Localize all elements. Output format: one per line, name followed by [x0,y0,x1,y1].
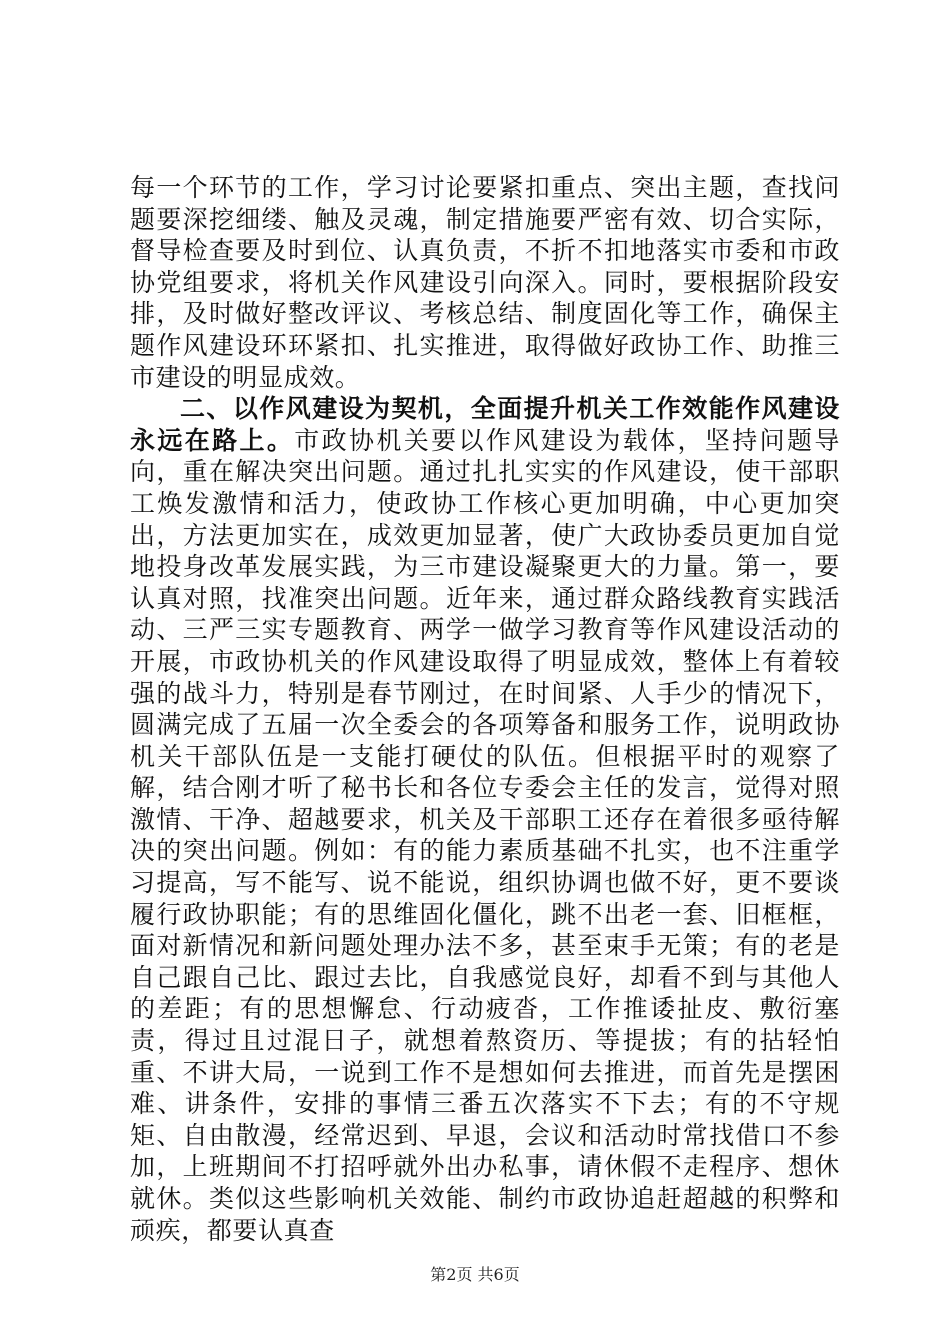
page-number-label: 第2页 共6页 [430,1265,520,1284]
paragraph-continuation [130,172,840,393]
section-two-body: 市政协机关要以作风建设为载体，坚持问题导向，重在解决突出问题。通过扎扎实实的作风建设，使干部职工焕发激情和活力，使政协工作核心更加明确，中心更加突出，方法更加实在，成效更加显著，使广大政协委员更加自觉地投身改革发展实践，为三市建设凝聚更大的力量。第一，要认真对照，找准突出问题。近年来，通过群众路线教育实践活动、三严三实专题教育、两学一做学习教育等作风建设活动的开展，市政协机关的作风建设取得了明显成效，整体上有着较强的战斗力，特别是春节刚过，在时间紧、人手少的情况下，圆满完成了五届一次全委会的各项筹备和服务工作，说明政协机关干部队伍是一支能打硬仗的队伍。但根据平时的观察了解，结合刚才听了秘书长和各位专委会主任的发言，觉得对照激情、干净、超越要求，机关及干部职工还存在着很多亟待解决的突出问题。例如：有的能力素质基础不扎实，也不注重学习提高，写不能写、说不能说，组织协调也做不好，更不要谈履行政协职能；有的思维固化僵化，跳不出老一套、旧框框，面对新情况和新问题处理办法不多，甚至束手无策；有的老是自己跟自己比、跟过去比，自我感觉良好，却看不到与其他人的差距；有的思想懈怠、行动疲沓，工作推诿扯皮、敷衍塞责，得过且过混日子，就想着熬资历、等提拔；有的拈轻怕重、不讲大局，一说到工作不是想如何去推进，而首先是摆困难、讲条件，安排的事情三番五次落实不下去；有的不守规矩、自由散漫，经常迟到、早退，会议和活动时常找借口不参加，上班期间不打招呼就外出办私事，请休假不走程序、想休就休。类似这些影响机关效能、制约市政协追赶超越的积弊和顽疾，都要认真查 [130,425,840,1245]
section-two-heading: 二、以作风建设为契机，全面提升机关工作效能作风建设永远在路上。 [130,394,840,455]
paragraph-1-text: 每一个环节的工作，学习讨论要紧扣重点、突出主题，查找问题要深挖细缕、触及灵魂，制定措施要严密有效、切合实际，督导检查要及时到位、认真负责，不折不扣地落实市委和市政协党组要求，将机关作风建设引向深入。同时，要根据阶段安排，及时做好整改评议、考核总结、制度固化等工作，确保主题作风建设环环紧扣、扎实推进，取得做好政协工作、助推三市建设的明显成效。 [130,173,840,392]
document-body [130,172,840,1246]
paragraph-section-two [130,393,840,1246]
page-footer [0,1265,950,1285]
